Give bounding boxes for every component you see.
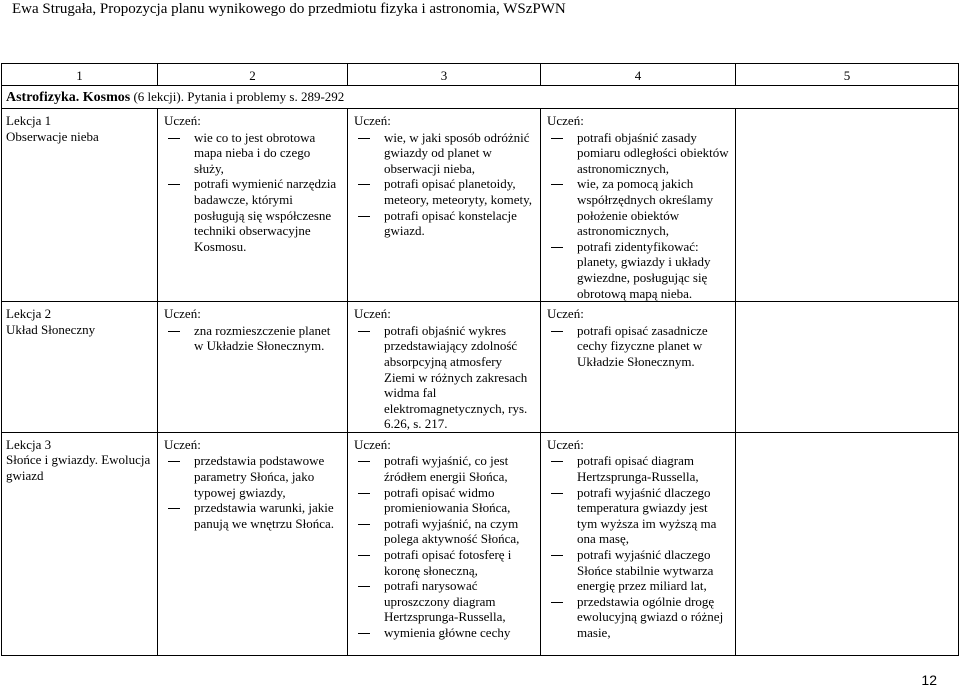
outcome-item: potrafi objaśnić wykres przedstawiający zdolność absorpcyjną atmosfery Ziemi w różnych zakresach widma fal elektromagnetycznych, rys. 6.26, s. 217. xyxy=(354,323,534,432)
outcome-cell xyxy=(541,302,736,433)
column-number: 3 xyxy=(348,64,541,86)
outcome-item: przedstawia podstawowe parametry Słońca, jako typowej gwiazdy, xyxy=(164,453,341,500)
student-label: Uczeń: xyxy=(354,436,391,452)
outcome-item: potrafi wyjaśnić, na czym polega aktywność Słońca, xyxy=(354,516,534,547)
outcome-list xyxy=(547,453,729,640)
outcome-list xyxy=(164,130,341,255)
outcome-cell xyxy=(348,302,541,433)
outcome-item: przedstawia warunki, jakie panują we wnętrzu Słońca. xyxy=(164,500,341,531)
outcome-item: potrafi objaśnić zasady pomiaru odległości obiektów astronomicznych, xyxy=(547,130,729,177)
lesson-plan-table xyxy=(1,63,959,656)
outcome-item: zna rozmieszczenie planet w Układzie Słonecznym. xyxy=(164,323,341,354)
outcome-list xyxy=(354,323,534,432)
outcome-list xyxy=(354,453,534,640)
lesson-row xyxy=(2,432,959,655)
student-label: Uczeń: xyxy=(164,436,201,452)
section-heading xyxy=(2,86,959,109)
outcome-cell xyxy=(541,109,736,302)
outcome-item: potrafi wyjaśnić dlaczego temperatura gwiazdy jest tym wyższa im wyższą ma ona masę, xyxy=(547,485,729,547)
outcome-list xyxy=(547,323,729,370)
outcome-list xyxy=(547,130,729,302)
outcome-cell xyxy=(348,432,541,655)
outcome-item: potrafi opisać widmo promieniowania Słońca, xyxy=(354,485,534,516)
outcome-item: potrafi opisać planetoidy, meteory, meteoryty, komety, xyxy=(354,176,534,207)
outcome-cell xyxy=(541,432,736,655)
outcome-item: potrafi opisać diagram Hertzsprunga-Russella, xyxy=(547,453,729,484)
page-number: 12 xyxy=(921,672,937,688)
section-details: (6 lekcji). Pytania i problemy s. 289-292 xyxy=(130,88,345,104)
outcome-item: wie co to jest obrotowa mapa nieba i do czego służy, xyxy=(164,130,341,177)
outcome-item: wie, za pomocą jakich współrzędnych określamy położenie obiektów astronomicznych, xyxy=(547,176,729,238)
section-title: Astrofizyka. Kosmos xyxy=(6,89,131,105)
outcome-item: potrafi narysować uproszczony diagram Hertzsprunga-Russella, xyxy=(354,578,534,625)
lesson-name-line: Lekcja 1 xyxy=(6,113,52,128)
outcome-cell xyxy=(348,109,541,302)
outcome-item: potrafi wyjaśnić, co jest źródłem energii Słońca, xyxy=(354,453,534,484)
column-number: 2 xyxy=(158,64,348,86)
lesson-name-cell xyxy=(2,109,158,302)
student-label: Uczeń: xyxy=(547,436,584,452)
student-label: Uczeń: xyxy=(354,113,391,128)
lesson-row xyxy=(2,302,959,433)
outcome-item: potrafi opisać fotosferę i koronę słoneczną, xyxy=(354,547,534,578)
lesson-row xyxy=(2,109,959,302)
outcome-item: wymienia główne cechy xyxy=(354,625,534,641)
lesson-name-cell xyxy=(2,432,158,655)
lesson-name-line: Lekcja 3 xyxy=(6,436,52,452)
student-label: Uczeń: xyxy=(354,306,391,322)
outcome-item: potrafi wyjaśnić dlaczego Słońce stabilnie wytwarza energię przez miliard lat, xyxy=(547,547,729,594)
outcome-cell xyxy=(158,432,348,655)
lesson-name-line: Słońce i gwiazdy. Ewolucja gwiazd xyxy=(6,452,151,484)
outcome-list xyxy=(164,453,341,531)
outcome-item: potrafi wymienić narzędzia badawcze, którymi posługują się współczesne techniki obserwacyjne Kosmosu. xyxy=(164,176,341,254)
lesson-name-line: Układ Słoneczny xyxy=(6,321,96,337)
column-number-row xyxy=(2,64,959,86)
student-label: Uczeń: xyxy=(547,306,584,322)
column-number: 5 xyxy=(736,64,959,86)
lesson-name-line: Obserwacje nieba xyxy=(6,128,99,144)
outcome-cell xyxy=(158,109,348,302)
outcome-item: potrafi zidentyfikować: planety, gwiazdy i układy gwiezdne, posługując się obrotową mapą nieba. xyxy=(547,239,729,301)
lesson-name-line: Lekcja 2 xyxy=(6,306,52,322)
student-label: Uczeń: xyxy=(164,113,201,128)
student-label: Uczeń: xyxy=(164,306,201,322)
outcome-item: potrafi opisać zasadnicze cechy fizyczne planet w Układzie Słonecznym. xyxy=(547,323,729,370)
student-label: Uczeń: xyxy=(547,113,584,128)
outcome-item: potrafi opisać konstelacje gwiazd. xyxy=(354,208,534,239)
outcome-list xyxy=(164,323,341,354)
empty-cell xyxy=(736,302,959,433)
empty-cell xyxy=(736,432,959,655)
empty-cell xyxy=(736,109,959,302)
section-row xyxy=(2,86,959,109)
outcome-list xyxy=(354,130,534,239)
outcome-cell xyxy=(158,302,348,433)
outcome-item: wie, w jaki sposób odróżnić gwiazdy od planet w obserwacji nieba, xyxy=(354,130,534,177)
column-number: 4 xyxy=(541,64,736,86)
lesson-name-cell xyxy=(2,302,158,433)
outcome-item: przedstawia ogólnie drogę ewolucyjną gwiazd o różnej masie, xyxy=(547,594,729,641)
column-number: 1 xyxy=(2,64,158,86)
page-header: Ewa Strugała, Propozycja planu wynikowego do przedmiotu fizyka i astronomia, WSzPWN xyxy=(12,1,566,17)
